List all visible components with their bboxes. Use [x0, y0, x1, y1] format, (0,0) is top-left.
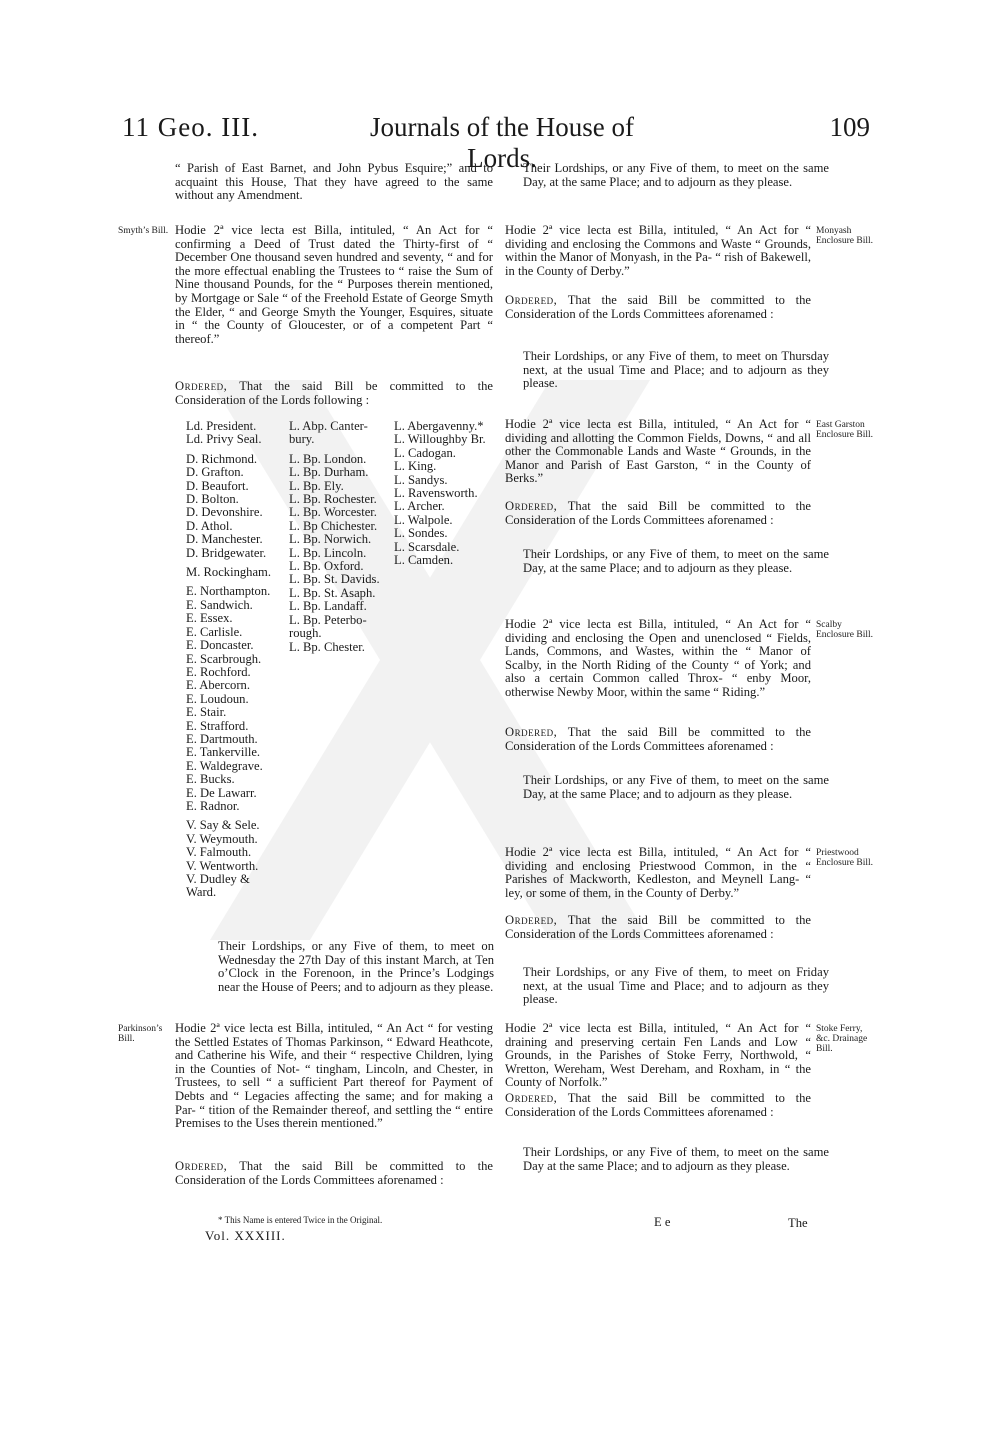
lord-name: V. Weymouth. [186, 831, 258, 846]
lord-name: E. De Lawarr. [186, 785, 257, 800]
lord-name: L. Bp. London. [289, 451, 367, 466]
ordered-label: Ordered, [505, 293, 558, 307]
lord-name: L. Bp. Rochester. [289, 492, 377, 507]
lord-name: L. Bp. Peterbo- [289, 612, 367, 627]
scalby-ordered [505, 726, 811, 753]
smyth-ordered [175, 380, 493, 407]
monyash-bill-text: Hodie 2ª vice lecta est Billa, intituled, “ An Act for “ dividing and enclosing the Commons and Waste “ Grounds, within the Manor of Monyash, in the Pa- “ rish of Bakewell, in the County of Derby.” [505, 223, 811, 278]
lord-name: V. Falmouth. [186, 845, 252, 860]
smyth-ordered-text: That the said Bill be committed to the Consideration of the Lords following : [175, 379, 493, 407]
lord-name: L. Bp. Ely. [289, 478, 344, 493]
ordered-label: Ordered, [505, 913, 558, 927]
lord-name: L. Bp. Durham. [289, 465, 369, 480]
lord-name: L. King. [394, 459, 437, 474]
lord-name: E. Sandwich. [186, 597, 253, 612]
scalby-ordered-text: That the said Bill be committed to the Consideration of the Lords Committees aforenamed : [505, 725, 811, 753]
ordered-label: Ordered, [505, 725, 558, 739]
lord-name: E. Tankerville. [186, 745, 261, 760]
margin-note-parkinson: Parkinson’s Bill. [118, 1024, 163, 1044]
lord-name: Ward. [186, 885, 217, 900]
lord-name: V. Dudley & [186, 872, 250, 886]
parkinson-bill-text: Hodie 2ª vice lecta est Billa, intituled, “ An Act “ for vesting the Settled Estates of Thomas Parkinson, “ Edward Heathcote, and Catherine his Wife, and their “ respective Children, lying in the Counties of Not- “ tingham, Lincoln, and Chester, in Trustees, to sell “ a sufficient Part thereof for Payment of Debts and “ Legacies affecting the same; and for making a Par- “ tition of the Remainder thereof, and settling the “ entire Premises to the Uses therein mentioned.” [175, 1021, 493, 1131]
lord-name: E. Waldegrave. [186, 758, 263, 773]
stoke-bill-text: Hodie 2ª vice lecta est Billa, intituled, “ An Act for “ draining and preserving certain Fen Lands and Low “ Grounds, in the Parishes of Stoke Ferry, Northwold, “ Wretton, Wereham, West Dereham, and Roxham, in “ the County of Norfolk.” [505, 1021, 811, 1090]
lord-name: E. Abercorn. [186, 678, 250, 693]
lord-name: D. Manchester. [186, 532, 263, 547]
lord-name: L. Bp. Landaff. [289, 599, 367, 614]
lord-name: D. Grafton. [186, 465, 244, 480]
lord-name: L. Bp. Lincoln. [289, 545, 367, 560]
lord-name: L. Abergavenny.* [394, 419, 484, 433]
margin-note-garston: East Garston Enclosure Bill. [816, 420, 873, 440]
smyth-bill-text: Hodie 2ª vice lecta est Billa, intituled, “ An Act for “ confirming a Deed of Trust dated the Thirty-first of “ December One thousand seven hundred and seventy, “ and for the more effectual enabling the Trustees to “ raise the Sum of Nine thousand Pounds, for the “ Purposes therein mentioned, by Mortgage or Sale “ of the Freehold Estate of George Smyth the Elder, “ and George Smyth the Younger, Esquires, situate in “ the County of Gloucester, or of a competent Part “ thereof.” [175, 223, 493, 346]
lord-name: L. Bp. St. Davids. [289, 572, 380, 587]
priestwood-ordered [505, 914, 811, 941]
parkinson-ordered-text: That the said Bill be committed to the Consideration of the Lords Committees aforenamed : [175, 1159, 493, 1187]
page-number: 109 [829, 112, 870, 142]
scalby-bill-text: Hodie 2ª vice lecta est Billa, intituled, “ An Act for “ dividing and enclosing the Open and unenclosed “ Fields, Lands, Commons, and Wastes, within the “ Manor of Scalby, in the North Riding of the County “ of York; and also a certain Common called Throx- “ enby Moor, otherwise Newby Moor, within the same “ Riding.” [505, 617, 811, 699]
ordered-label: Ordered, [175, 379, 228, 393]
margin-note-priestwood: Priestwood Enclosure Bill. [816, 848, 873, 868]
lord-name: E. Strafford. [186, 718, 249, 733]
lord-name: E. Radnor. [186, 798, 240, 813]
scalby-meeting: Their Lordships, or any Five of them, to meet on the same Day, at the same Place; and to adjourn as they please. [523, 773, 829, 801]
margin-note-monyash: Monyash Enclosure Bill. [816, 226, 873, 246]
priestwood-ordered-text: That the said Bill be committed to the Consideration of the Lords Committees aforenamed : [505, 913, 811, 941]
right-continuation: Their Lordships, or any Five of them, to meet on the same Day, at the same Place; and to adjourn as they please. [523, 161, 829, 189]
garston-bill-text: Hodie 2ª vice lecta est Billa, intituled, “ An Act for “ dividing and allotting the Common Fields, Downs, “ and all other the Commonable Lands and Waste “ Grounds, in the Manor and Parish of East Garston, “ in the County of Berks.” [505, 417, 811, 486]
lord-name: E. Dartmouth. [186, 731, 258, 746]
stoke-ordered-text: That the said Bill be committed to the Consideration of the Lords Committees aforenamed : [505, 1091, 811, 1119]
monyash-ordered-text: That the said Bill be committed to the Consideration of the Lords Committees aforenamed : [505, 293, 811, 321]
lord-name: D. Richmond. [186, 451, 258, 466]
lord-name: E. Rochford. [186, 664, 251, 679]
lords-list-column-3 [394, 420, 486, 567]
lord-name: L. Walpole. [394, 512, 453, 527]
header-title: Journals of the House of Lords. [370, 112, 634, 173]
lord-name: E. Doncaster. [186, 638, 254, 653]
garston-meeting: Their Lordships, or any Five of them, to meet on the same Day, at the same Place; and to adjourn as they please. [523, 547, 829, 575]
garston-ordered [505, 500, 811, 527]
lord-name: E. Carlisle. [186, 624, 243, 639]
lord-name: M. Rockingham. [186, 565, 272, 580]
lord-name: E. Loudoun. [186, 691, 249, 706]
lord-name: D. Devonshire. [186, 505, 263, 520]
lord-name: L. Abp. Canter- [289, 419, 368, 433]
ordered-label: Ordered, [175, 1159, 228, 1173]
lord-name: L. Bp. St. Asaph. [289, 585, 376, 600]
volume-number: Vol. XXXIII. [205, 1228, 286, 1243]
catchword: The [788, 1216, 808, 1230]
lord-name: L. Willoughby Br. [394, 432, 486, 447]
garston-ordered-text: That the said Bill be committed to the Consideration of the Lords Committees aforenamed : [505, 499, 811, 527]
lord-name: L. Scarsdale. [394, 539, 460, 554]
lord-name: L. Bp. Oxford. [289, 559, 364, 574]
lord-name: E. Scarbrough. [186, 651, 262, 666]
lord-name: bury. [289, 432, 315, 447]
lord-name: Ld. President. [186, 419, 257, 433]
lord-name: L. Sondes. [394, 526, 448, 541]
lord-name: E. Essex. [186, 611, 233, 626]
parkinson-ordered [175, 1160, 493, 1187]
monyash-meeting: Their Lordships, or any Five of them, to meet on Thursday next, at the usual Time and Place; and to adjourn as they please. [523, 349, 829, 391]
header-regnal-year: 11 Geo. III. [122, 112, 259, 142]
lord-name: L. Bp. Worcester. [289, 505, 377, 520]
lord-name: D. Beaufort. [186, 478, 249, 493]
lord-name: E. Northampton. [186, 584, 271, 599]
lord-name: L. Archer. [394, 499, 445, 514]
lord-name: rough. [289, 626, 322, 641]
signature-mark: E e [654, 1215, 671, 1229]
lord-name: L. Bp. Chester. [289, 639, 365, 654]
priestwood-bill-text: Hodie 2ª vice lecta est Billa, intituled, “ An Act for “ dividing and enclosing Priestwood Common, in the “ Parishes of Mackworth, Kedleston, and Meynell Lang- “ ley, or some of them, in the County of Derby.” [505, 845, 811, 900]
lord-name: V. Wentworth. [186, 858, 259, 873]
smyth-meeting: Their Lordships, or any Five of them, to meet on Wednesday the 27th Day of this instant March, at Ten o’Clock in the Forenoon, in the Prince’s Lodgings near the House of Peers; and to adjourn as they please. [218, 939, 494, 994]
stoke-ordered [505, 1092, 811, 1119]
lords-list-column-1 [186, 420, 271, 900]
lord-name: Ld. Privy Seal. [186, 432, 262, 447]
margin-note-smyth: Smyth’s Bill. [118, 226, 169, 236]
priestwood-meeting: Their Lordships, or any Five of them, to meet on Friday next, at the usual Time and Place; and to adjourn as they please. [523, 965, 829, 1007]
lord-name: L. Bp. Norwich. [289, 532, 372, 547]
lord-name: D. Athol. [186, 518, 233, 533]
ordered-label: Ordered, [505, 1091, 558, 1105]
margin-note-stoke: Stoke Ferry, &c. Drainage Bill. [816, 1024, 868, 1054]
lord-name: L. Ravensworth. [394, 486, 478, 501]
monyash-ordered [505, 294, 811, 321]
lord-name: E. Bucks. [186, 772, 235, 787]
lord-name: L. Cadogan. [394, 445, 456, 460]
ordered-label: Ordered, [505, 499, 558, 513]
lord-name: D. Bolton. [186, 492, 239, 507]
lords-list-column-2 [289, 420, 380, 654]
footnote: * This Name is entered Twice in the Original. [218, 1215, 383, 1225]
lord-name: L. Bp Chichester. [289, 518, 378, 533]
margin-note-scalby: Scalby Enclosure Bill. [816, 620, 873, 640]
lord-name: V. Say & Sele. [186, 818, 260, 833]
stoke-meeting: Their Lordships, or any Five of them, to meet on the same Day at the same Place; and to adjourn as they please. [523, 1145, 829, 1173]
lord-name: E. Stair. [186, 705, 227, 720]
lord-name: L. Camden. [394, 553, 454, 568]
lord-name: L. Sandys. [394, 472, 448, 487]
left-continuation: “ Parish of East Barnet, and John Pybus Esquire;” and to acquaint this House, That they have agreed to the same without any Amendment. [175, 161, 493, 203]
lord-name: D. Bridgewater. [186, 545, 267, 560]
